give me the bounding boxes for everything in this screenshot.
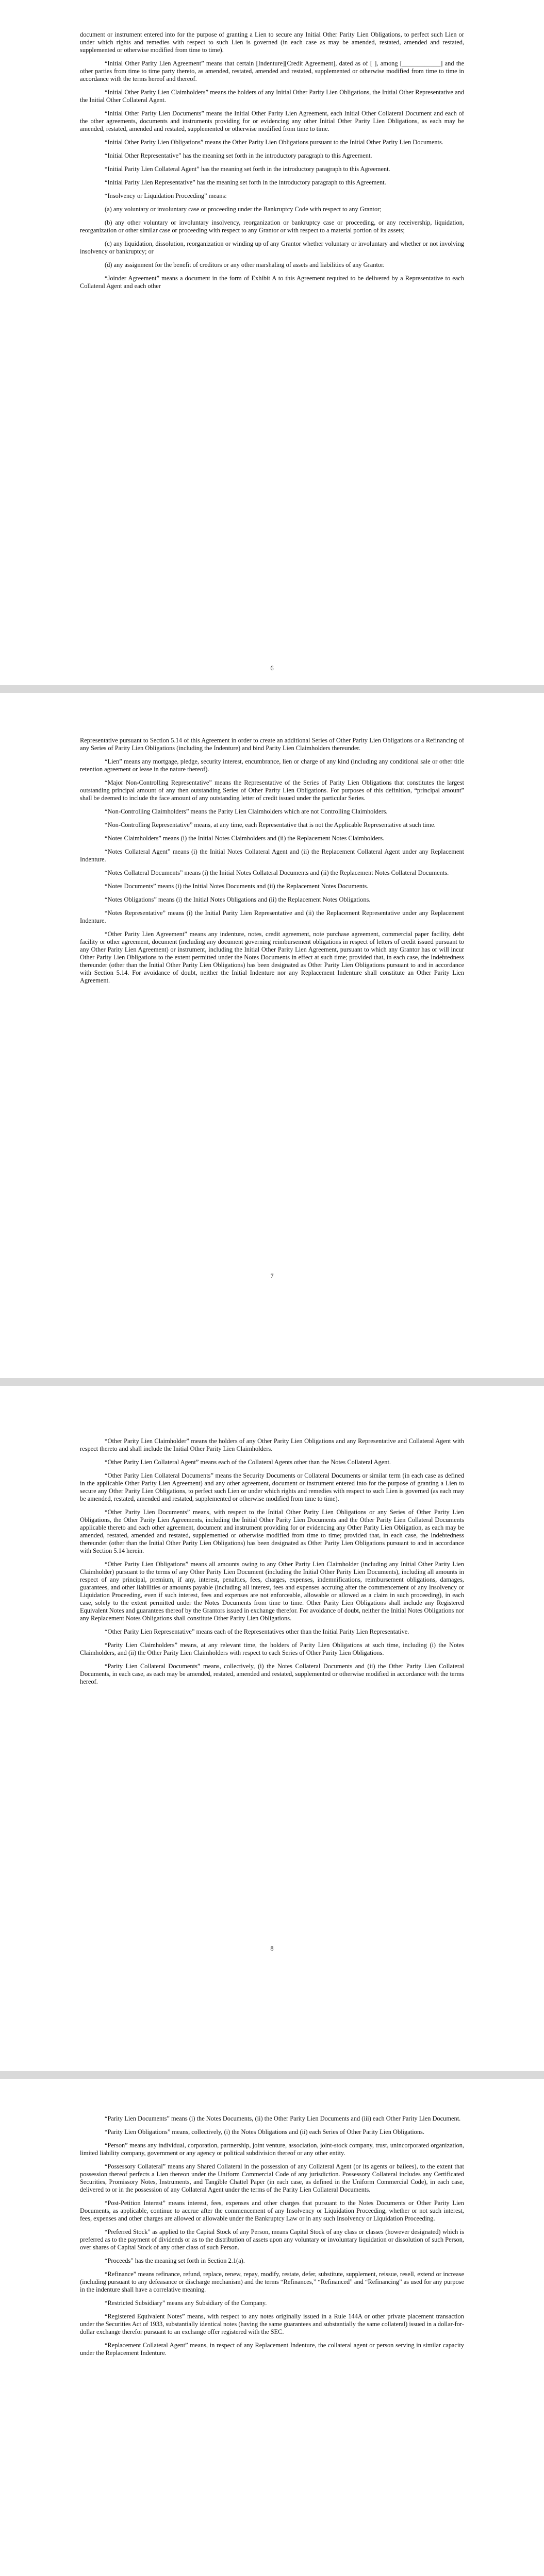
definition-paragraph: “Registered Equivalent Notes” means, with respect to any notes originally issued in a Rule 144A or other private placement transaction under the Securities Act of 1933, substantially identical notes (having the same guarantees and substantially the same collateral) issued in a dollar-for-dollar exchange therefor pursuant to an exchange offer registered with the SEC. <box>80 2313 464 2335</box>
definition-paragraph: “Replacement Collateral Agent” means, in respect of any Replacement Indenture, the collateral agent or person serving in similar capacity under the Replacement Indenture. <box>80 2342 464 2357</box>
definition-paragraph: “Notes Claimholders” means (i) the Initial Notes Claimholders and (ii) the Replacement Notes Claimholders. <box>105 835 385 842</box>
definition-paragraph: “Non-Controlling Claimholders” means the Parity Lien Claimholders which are not Controlling Claimholders. <box>105 808 388 815</box>
clause-paragraph: (c) any liquidation, dissolution, reorganization or winding up of any Grantor whether voluntary or involuntary and whether or not involving insolvency or bankruptcy; or <box>80 240 464 255</box>
definition-paragraph: “Proceeds” has the meaning set forth in Section 2.1(a). <box>105 2257 245 2264</box>
definition-paragraph: “Lien” means any mortgage, pledge, security interest, encumbrance, lien or charge of any kind (including any conditional sale or other title retention agreement or lease in the nature thereof). <box>80 758 464 773</box>
document-page-8 <box>0 1386 544 2071</box>
definition-paragraph: “Other Parity Lien Obligations” means all amounts owing to any Other Parity Lien Claimholder (including any Initial Other Parity Lien Claimholder) pursuant to the terms of any Other Parity Lien Document (including the Initial Other Parity Lien Documents), including all amounts in respect of any principal, premium, if any, interest, penalties, fees, charges, expenses, indemnifications, reimbursement obligations, damages, guarantees, and other liabilities or amounts payable (including all interest, fees and expenses accruing after the commencement of any Insolvency or Liquidation Proceeding, even if such interest, fees and expenses are not enforceable, allowable or allowed as a claim in such proceeding), in each case, solely to the extent permitted under the Notes Documents from time to time. Other Parity Lien Obligations shall include any Registered Equivalent Notes and guarantees thereof by the Grantors issued in exchange therefor. For avoidance of doubt, neither the Initial Notes Obligations nor any Replacement Notes Obligations shall constitute Other Parity Lien Obligations. <box>80 1561 464 1622</box>
definition-paragraph: “Refinance” means refinance, refund, replace, renew, repay, modify, restate, defer, substitute, supplement, reissue, resell, extend or increase (including pursuant to any defeasance or discharge mechanism) and the terms “Refinances,” “Refinanced” and “Refinancing” as used for any purpose in the indenture shall have a correlative meaning. <box>80 2270 464 2293</box>
definition-paragraph: “Possessory Collateral” means any Shared Collateral in the possession of any Collateral Agent (or its agents or bailees), to the extent that possession thereof perfects a Lien thereon under the Uniform Commercial Code of any jurisdiction. Possessory Collateral includes any Certificated Securities, Promissory Notes, Instruments, and Tangible Chattel Paper (in each case, as defined in the Uniform Commercial Code), in each case, delivered to or in the possession of any Collateral Agent under the terms of the Parity Lien Collateral Documents. <box>80 2163 464 2193</box>
document-page-7 <box>0 693 544 1378</box>
definition-paragraph: “Notes Documents” means (i) the Initial Notes Documents and (ii) the Replacement Notes Documents. <box>105 883 369 890</box>
definition-paragraph: “Post-Petition Interest” means interest, fees, expenses and other charges that pursuant to the Notes Documents or Other Parity Lien Documents, as applicable, continue to accrue after the commencement of any Insolvency or Liquidation Proceeding, whether or not such interest, fees, expenses and other charges are allowed or allowable under the Bankruptcy Law or in any such Insolvency or Liquidation Proceeding. <box>80 2199 464 2222</box>
paragraph: document or instrument entered into for the purpose of granting a Lien to secure any Initial Other Parity Lien Obligations, to perfect such Lien or under which rights and remedies with respect to such Lien is governed (in each case as may be amended, restated, amended and restated, supplemented or otherwise modified from time to time). <box>80 31 464 54</box>
definition-paragraph: “Parity Lien Obligations” means, collectively, (i) the Notes Obligations and (ii) each Series of Other Parity Lien Obligations. <box>105 2128 424 2136</box>
paragraph: Representative pursuant to Section 5.14 of this Agreement in order to create an additional Series of Other Parity Lien Obligations or a Refinancing of any Series of Parity Lien Obligations (including the Indenture) and bind Parity Lien Claimholders thereunder. <box>80 737 464 752</box>
page-number: 6 <box>270 665 274 672</box>
definition-paragraph: “Other Parity Lien Collateral Documents” means the Security Documents or Collateral Documents or similar term (in each case as defined in the applicable Other Parity Lien Agreement) and any other agreement, document or instrument entered into for the purpose of granting a Lien to secure any Other Parity Lien Obligations, to perfect such Lien or under which rights and remedies with respect to such Lien is governed (as each may be amended, restated, amended and restated, supplemented or otherwise modified from time to time). <box>80 1472 464 1502</box>
definition-paragraph: “Notes Collateral Agent” means (i) the Initial Notes Collateral Agent and (ii) the Replacement Collateral Agent under any Replacement Indenture. <box>80 848 464 863</box>
definition-paragraph: “Initial Other Parity Lien Documents” means the Initial Other Parity Lien Agreement, each Initial Other Collateral Document and each of the other agreements, documents and instruments providing for or evidencing any other Initial Other Parity Lien Obligations, as each may be amended, restated, amended and restated, supplemented or otherwise modified from time to time. <box>80 110 464 132</box>
definition-paragraph: “Other Parity Lien Collateral Agent” means each of the Collateral Agents other than the Notes Collateral Agent. <box>105 1459 391 1466</box>
clause-paragraph: (d) any assignment for the benefit of creditors or any other marshaling of assets and liabilities of any Grantor. <box>105 261 385 268</box>
page-body <box>80 1437 464 1691</box>
definition-paragraph: “Preferred Stock” as applied to the Capital Stock of any Person, means Capital Stock of any class or classes (however designated) which is preferred as to the payment of dividends or as to the distribution of assets upon any voluntary or involuntary liquidation or dissolution of such Person, over shares of Capital Stock of any other class of such Person. <box>80 2228 464 2251</box>
definition-paragraph: “Notes Collateral Documents” means (i) the Initial Notes Collateral Documents and (ii) the Replacement Notes Collateral Documents. <box>105 869 449 876</box>
page-number: 7 <box>270 1273 274 1280</box>
clause-paragraph: (b) any other voluntary or involuntary insolvency, reorganization or bankruptcy case or proceeding, or any receivership, liquidation, reorganization or other similar case or proceeding with respect to any Grantor or with respect to a material portion of its assets; <box>80 219 464 234</box>
definition-paragraph: “Initial Parity Lien Collateral Agent” has the meaning set forth in the introductory paragraph to this Agreement. <box>105 165 390 173</box>
definition-paragraph: “Parity Lien Collateral Documents” means, collectively, (i) the Notes Collateral Documents and (ii) the Other Parity Lien Collateral Documents, in each case, as each may be amended, restated, amended and restated, supplemented or otherwise modified in accordance with the terms hereof. <box>80 1663 464 1685</box>
page-body <box>80 2115 464 2363</box>
definition-paragraph: “Non-Controlling Representative” means, at any time, each Representative that is not the Applicable Representative at such time. <box>105 821 436 828</box>
definition-paragraph: “Other Parity Lien Representative” means each of the Representatives other than the Initial Parity Lien Representative. <box>105 1628 409 1635</box>
definition-paragraph: “Parity Lien Documents” means (i) the Notes Documents, (ii) the Other Parity Lien Documents and (iii) each Other Parity Lien Document. <box>105 2115 461 2122</box>
definition-paragraph: “Restricted Subsidiary” means any Subsidiary of the Company. <box>105 2299 267 2307</box>
definition-paragraph: “Parity Lien Claimholders” means, at any relevant time, the holders of Parity Lien Obligations at such time, including (i) the Notes Claimholders, and (ii) the Other Parity Lien Claimholders with respect to each Series of Other Parity Lien Obligations. <box>80 1641 464 1656</box>
definition-paragraph: “Initial Other Parity Lien Agreement” means that certain [Indenture][Credit Agreement], dated as of [ ], among [____________] and the other parties from time to time party thereto, as amended, restated, amended and restated, supplemented or otherwise modified from time to time in accordance with the terms hereof and thereof. <box>80 60 464 82</box>
definition-paragraph: “Person” means any individual, corporation, partnership, joint venture, association, joint-stock company, trust, unincorporated organization, limited liability company, government or any agency or political subdivision thereof or any other entity. <box>80 2142 464 2157</box>
definition-paragraph: “Other Parity Lien Claimholder” means the holders of any Other Parity Lien Obligations and any Representative and Collateral Agent with respect thereto and shall include the Initial Other Parity Lien Claimholders. <box>80 1437 464 1452</box>
definition-paragraph: “Notes Obligations” means (i) the Initial Notes Obligations and (ii) the Replacement Notes Obligations. <box>105 896 371 903</box>
definition-paragraph: “Insolvency or Liquidation Proceeding” means: <box>105 192 227 199</box>
definition-paragraph: “Other Parity Lien Agreement” means any indenture, notes, credit agreement, note purchase agreement, commercial paper facility, debt facility or other agreement, document (including any document governing reimbursement obligations in respect of letters of credit issued pursuant to any Other Parity Lien Agreement) or instrument, including the Initial Other Parity Lien Agreement, pursuant to which any Grantor has or will incur Other Parity Lien Obligations to the extent permitted under the Notes Documents in effect at such time; provided that, in each case, the Indebtedness thereunder (other than the Initial Other Parity Lien Obligations) has been designated as Other Parity Lien Obligations pursuant to and in accordance with Section 5.14. For avoidance of doubt, neither the Initial Indenture nor any Replacement Indenture shall constitute an Other Parity Lien Agreement. <box>80 930 464 984</box>
definition-paragraph: “Major Non-Controlling Representative” means the Representative of the Series of Parity Lien Obligations that constitutes the largest outstanding principal amount of any then outstanding Series of Other Parity Lien Obligations. For purposes of this definition, “principal amount” shall be deemed to include the face amount of any outstanding letter of credit issued under the particular Series. <box>80 779 464 802</box>
document-page-9 <box>0 2079 544 2576</box>
page-body <box>80 31 464 296</box>
definition-paragraph: “Initial Other Representative” has the meaning set forth in the introductory paragraph to this Agreement. <box>105 152 372 159</box>
document-page-6 <box>0 0 544 685</box>
clause-paragraph: (a) any voluntary or involuntary case or proceeding under the Bankruptcy Code with respect to any Grantor; <box>105 206 382 213</box>
page-number: 8 <box>270 1945 274 1952</box>
page-body <box>80 737 464 990</box>
definition-paragraph: “Notes Representative” means (i) the Initial Parity Lien Representative and (ii) the Replacement Representative under any Replacement Indenture. <box>80 909 464 924</box>
definition-paragraph: “Initial Other Parity Lien Obligations” means the Other Parity Lien Obligations pursuant to the Initial Other Parity Lien Documents. <box>105 139 443 146</box>
definition-paragraph: “Initial Other Parity Lien Claimholders” means the holders of any Initial Other Parity Lien Obligations, the Initial Other Representative and the Initial Other Collateral Agent. <box>80 89 464 104</box>
definition-paragraph: “Initial Parity Lien Representative” has the meaning set forth in the introductory paragraph to this Agreement. <box>105 179 386 186</box>
definition-paragraph: “Other Parity Lien Documents” means, with respect to the Initial Other Parity Lien Obligations or any Series of Other Parity Lien Obligations, the Other Parity Lien Agreements, including the Initial Other Parity Lien Documents and the Other Parity Lien Collateral Documents applicable thereto and each other agreement, document and instrument providing for or evidencing any Other Parity Lien Obligation, as each may be amended, restated, amended and restated, supplemented or otherwise modified from time to time; provided that, in each case, the Indebtedness thereunder (other than the Initial Other Parity Lien Obligations) has been designated as Other Parity Lien Obligations pursuant to and in accordance with Section 5.14 herein. <box>80 1509 464 1554</box>
definition-paragraph: “Joinder Agreement” means a document in the form of Exhibit A to this Agreement required to be delivered by a Representative to each Collateral Agent and each other <box>80 275 464 290</box>
